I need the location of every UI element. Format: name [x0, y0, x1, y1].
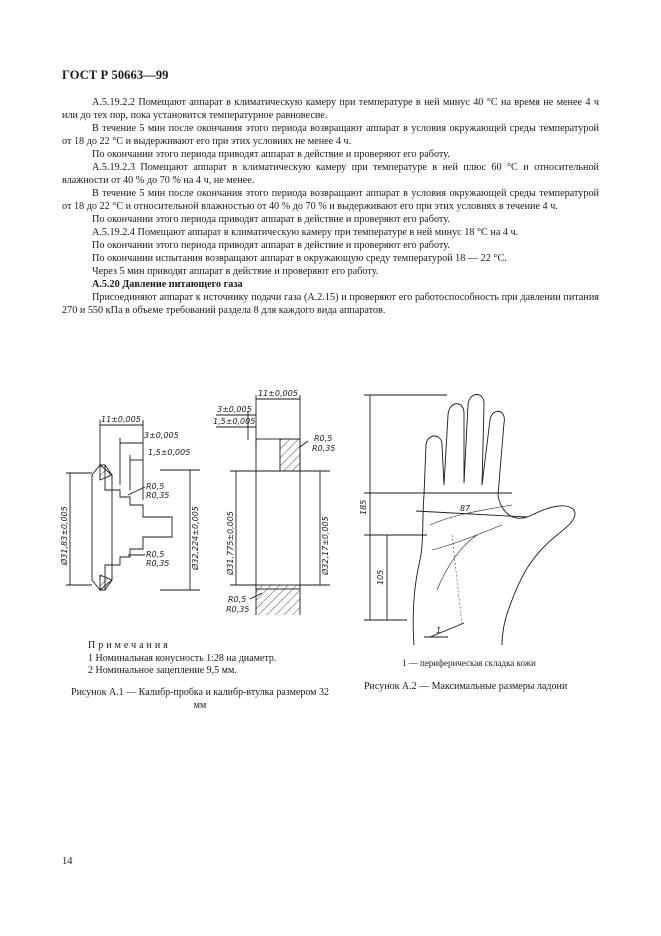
document-header: ГОСТ Р 50663—99: [62, 68, 169, 82]
paragraph: Присоединяют аппарат к источнику подачи газа (А.2.15) и проверяют его работоспособность при давлении питания 270 и 550 кПа в объеме требований раздела 8 для каждого вида аппаратов.: [62, 292, 599, 316]
sleeve-radius-lower-1: R0,5: [228, 595, 247, 604]
dim-105-label: 105: [376, 569, 385, 585]
paragraph: A.5.19.2.3 Помещают аппарат в климатическую камеру при температуре в ней плюс 60 °С и относительной влажности от 40 % до 70 % на 4 ч, не менее.: [62, 162, 599, 186]
paragraph: По окончании этого периода приводят аппарат в действие и проверяют его работу.: [92, 240, 450, 251]
paragraph: В течение 5 мин после окончания этого периода возвращают аппарат в условия окружающей среды температурой от 18 до 22 °С и выдерживают его при этих условиях не менее 4 ч.: [62, 123, 599, 147]
sleeve-diameter-left: Ø31,775±0,005: [226, 511, 235, 575]
plug-radius-upper-1: R0,5: [146, 482, 165, 491]
callout-1-label: 1: [436, 626, 442, 635]
section-heading: А.5.20 Давление питающего газа: [92, 279, 243, 290]
plug-gauge-drawing: [60, 405, 205, 605]
paragraph: По окончании этого периода приводят аппарат в действие и проверяют его работу.: [92, 149, 450, 160]
sleeve-radius-upper-1: R0,5: [314, 434, 333, 443]
notes-title: Примечания: [88, 640, 171, 651]
plug-dim-mid-label: 3±0,005: [144, 431, 179, 440]
note-1: 1 Номинальная конусность 1:28 на диаметр.: [88, 652, 277, 664]
paragraph: В течение 5 мин после окончания этого периода возвращают аппарат в условия окружающей среды температурой от 18 до 22 °С и относительной влажностью от 40 % до 70 % и выдерживают его при этих условиях в течение 4 ч.: [62, 188, 599, 212]
plug-dim-top-label: 11±0,005: [101, 415, 141, 424]
palm-drawing: [352, 385, 602, 655]
plug-radius-lower-1: R0,5: [146, 550, 165, 559]
paragraph: A.5.19.2.2 Помещают аппарат в климатическую камеру при температуре в ней минус 40 °С на время не менее 4 ч или до тех пор, пока установится температурное равновесие.: [62, 97, 599, 121]
paragraph: По окончании этого периода приводят аппарат в действие и проверяют его работу.: [92, 214, 450, 225]
plug-diameter-left: Ø31,83±0,005: [60, 506, 69, 565]
note-2: 2 Номинальное зацепление 9,5 мм.: [88, 665, 237, 676]
dim-87-label: 87: [460, 504, 471, 513]
figure2-caption: Рисунок А.2 — Максимальные размеры ладони: [364, 681, 568, 692]
sleeve-dim-mid-label: 3±0,005: [217, 405, 252, 414]
figure1-notes: [88, 640, 276, 678]
sleeve-dim-low-label: 1,5±0,005: [213, 417, 256, 426]
figure1-caption: Рисунок А.1 — Калибр-пробка и калибр-втулка размером 32 мм: [71, 687, 329, 711]
sleeve-radius-upper-2: R0,35: [312, 444, 336, 453]
sleeve-dim-top-label: 11±0,005: [258, 389, 298, 398]
plug-radius-lower-2: R0,35: [146, 559, 170, 568]
plug-radius-upper-2: R0,35: [146, 491, 170, 500]
body-text: [62, 96, 599, 317]
page-number: 14: [62, 856, 73, 867]
sleeve-diameter-right: Ø32,17±0,005: [321, 516, 330, 575]
paragraph: Через 5 мин приводят аппарат в действие и проверяют его работу.: [92, 266, 379, 277]
figure2-legend: 1 — периферическая складка кожи: [402, 658, 536, 668]
dim-185-label: 185: [359, 499, 368, 515]
plug-dim-low-label: 1,5±0,005: [148, 448, 191, 457]
sleeve-gauge-drawing: [208, 385, 343, 615]
paragraph: По окончании испытания возвращают аппарат в окружающую среду температурой 18 — 22 °С.: [92, 253, 507, 264]
sleeve-radius-lower-2: R0,35: [226, 605, 250, 614]
plug-diameter-right: Ø32,224±0,005: [191, 506, 200, 570]
paragraph: A.5.19.2.4 Помещают аппарат в климатическую камеру при температуре в ней минус 18 °С на 4 ч.: [92, 227, 519, 238]
